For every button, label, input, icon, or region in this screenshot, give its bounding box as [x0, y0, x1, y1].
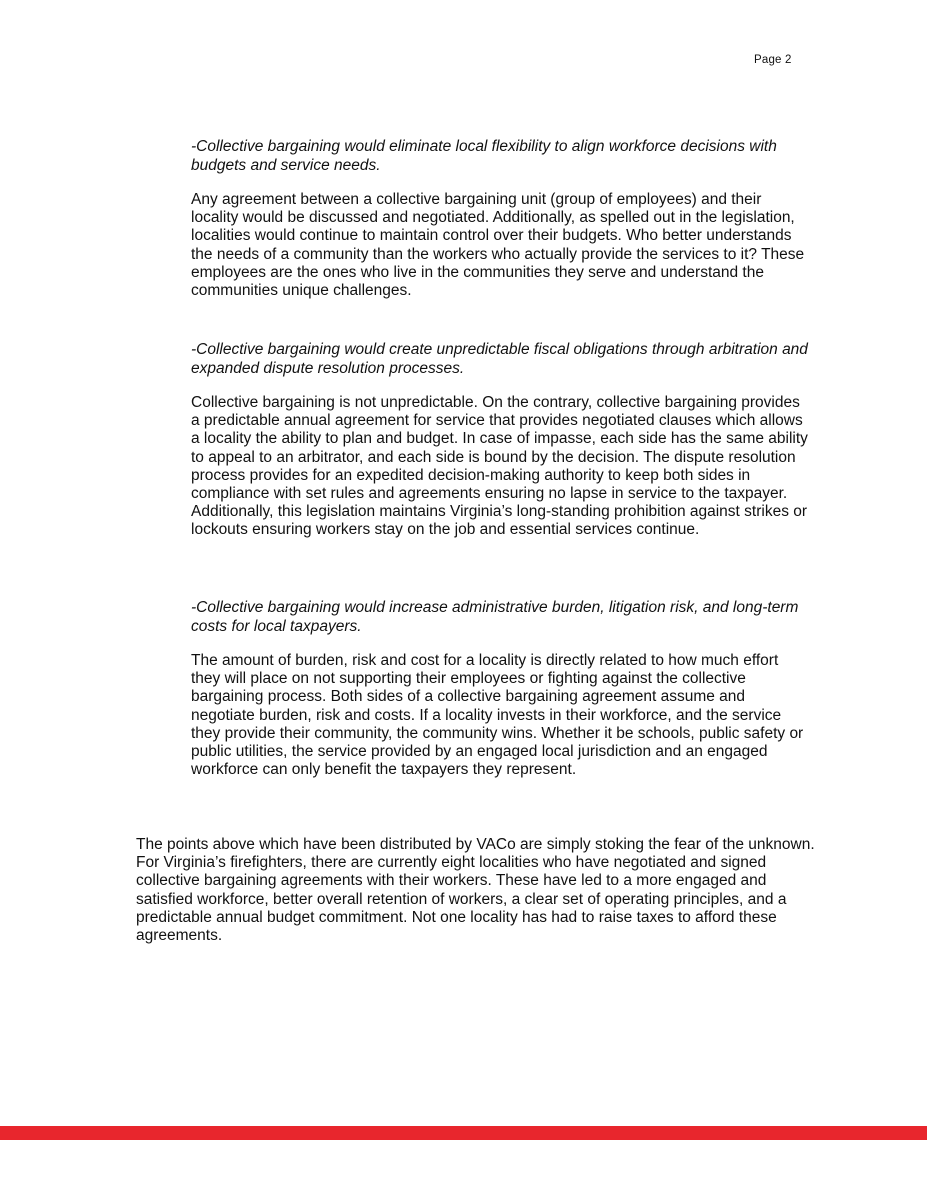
footer-bar	[0, 1126, 927, 1140]
closing-paragraph: The points above which have been distributed by VACo are simply stoking the fear of the unknown. For Virginia’s firefighters, there are currently eight localities who have negotiated and signed collective bargaining agreements with their workers. These have led to a more engaged and satisfied workforce, better overall retention of workers, a clear set of operating principles, and a predictable annual budget commitment. Not one locality has had to raise taxes to afford these agreements.	[136, 836, 815, 945]
section-body: The amount of burden, risk and cost for a locality is directly related to how much effort they will place on not supporting their employees or fighting against the collective bargaining process. Both sides of a collective bargaining agreement assume and negotiate burden, risk and costs. If a locality invests in their workforce, and the service they provide their community, the community wins. Whether it be schools, public safety or public utilities, the service provided by an engaged local jurisdiction and an engaged workforce can only benefit the taxpayers they represent.	[191, 652, 804, 779]
section-body: Collective bargaining is not unpredictable. On the contrary, collective bargaining provides a predictable annual agreement for service that provides negotiated clauses which allows a locality the ability to plan and budget. In case of impasse, each side has the same ability to appeal to an arbitrator, and each side is bound by the decision. The dispute resolution process provides for an expedited decision-making authority to keep both sides in compliance with set rules and agreements ensuring no lapse in service to the taxpayer. Additionally, this legislation maintains Virginia’s long-standing prohibition against strikes or lockouts ensuring workers stay on the job and essential services continue.	[191, 394, 808, 539]
section-body: Any agreement between a collective bargaining unit (group of employees) and their locality would be discussed and negotiated. Additionally, as spelled out in the legislation, localities would continue to maintain control over their budgets. Who better understands the needs of a community than the workers who actually provide the services to it? These employees are the ones who live in the communities they serve and understand the communities unique challenges.	[191, 191, 805, 300]
section-heading: -Collective bargaining would increase administrative burden, litigation risk, and long-term costs for local taxpayers.	[191, 599, 799, 635]
page-number: Page 2	[754, 54, 792, 66]
section-administrative-burden	[191, 598, 811, 779]
section-fiscal-obligations	[191, 340, 811, 540]
section-local-flexibility	[191, 137, 811, 300]
section-heading: -Collective bargaining would eliminate local flexibility to align workforce decisions with budgets and service needs.	[191, 138, 777, 174]
section-heading: -Collective bargaining would create unpredictable fiscal obligations through arbitration and expanded dispute resolution processes.	[191, 341, 808, 377]
